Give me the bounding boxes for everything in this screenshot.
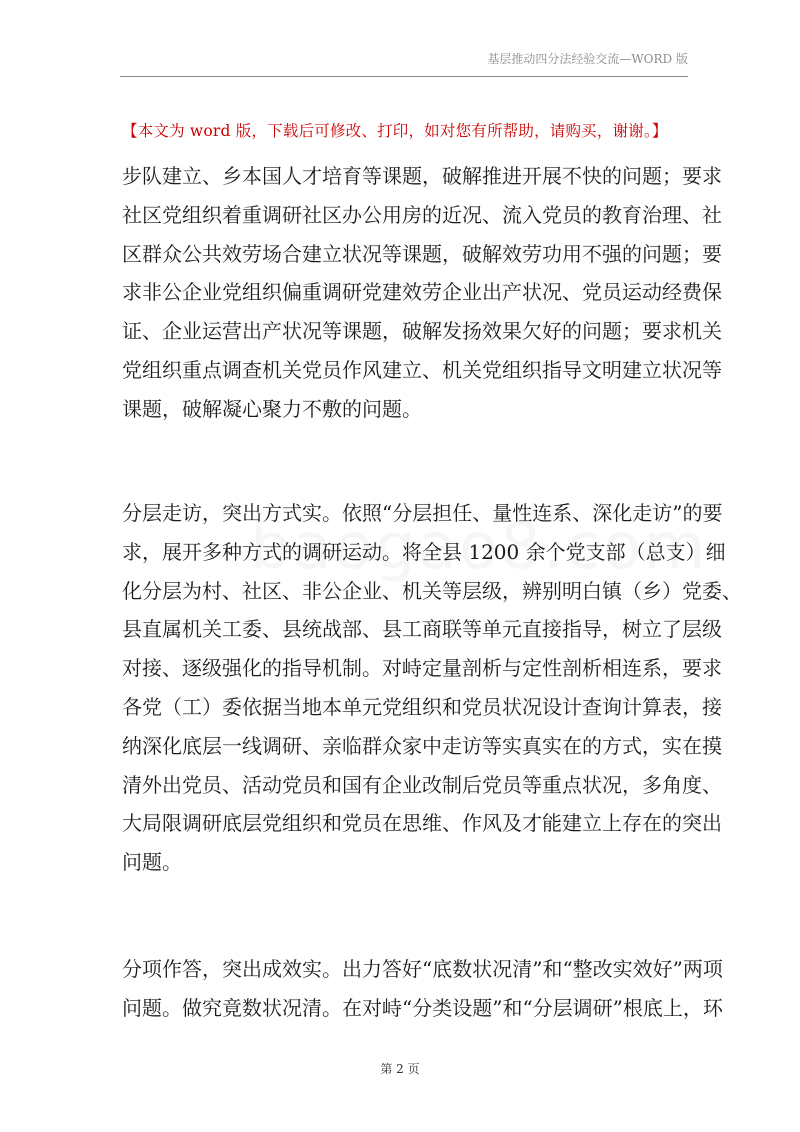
paragraph-2 [122, 494, 742, 882]
page-footer [0, 1060, 800, 1077]
paragraph-line: 分项作答，突出成效实。出力答好“底数状况清”和“整改实效好”两项 [122, 957, 723, 981]
paragraph-1 [122, 157, 722, 429]
paragraph-line: 课题，破解凝心聚力不敷的问题。 [122, 396, 422, 421]
paragraph-line: 问题。做究竟数状况清。在对峙“分类设题”和“分层调研”根底上，环 [122, 995, 723, 1020]
paragraph-line: 大局限调研底层党组织和党员在思维、作风及才能建立上存在的突出 [122, 811, 722, 836]
paragraph-line: 各党（工）委依据当地本单元党组织和党员状况设计查询计算表，接 [122, 694, 722, 719]
paragraph-line: 对接、逐级强化的指导机制。对峙定量剖析与定性剖析相连系，要求 [122, 656, 722, 681]
paragraph-line: 问题。 [122, 850, 182, 875]
paragraph-line: 步队建立、乡本国人才培育等课题，破解推进开展不快的问题；要求 [122, 164, 722, 188]
paragraph-3 [122, 950, 723, 1028]
paragraph-line: 纳深化底层一线调研、亲临群众家中走访等实真实在的方式，实在摸 [122, 733, 722, 758]
paragraph-line: 求非公企业党组织偏重调研党建效劳企业出产状况、党员运动经费保 [122, 280, 722, 305]
paragraph-line: 清外出党员、活动党员和国有企业改制后党员等重点状况，多角度、 [122, 772, 722, 797]
paragraph-line: 证、企业运营出产状况等课题，破解发扬效果欠好的问题；要求机关 [122, 319, 722, 344]
paragraph-line: 分层走访，突出方式实。依照“分层担任、量性连系、深化走访”的要 [122, 501, 723, 525]
paragraph-line: 社区党组织着重调研社区办公用房的近况、流入党员的教育治理、社 [122, 202, 722, 227]
purchase-notice: 【本文为 word 版，下载后可修改、打印，如对您有所帮助，请购买，谢谢。】 [122, 122, 668, 140]
paragraph-line: 党组织重点调查机关党员作风建立、机关党组织指导文明建立状况等 [122, 357, 722, 382]
paragraph-line: 求，展开多种方式的调研运动。将全县 1200 余个党支部（总支）细 [122, 539, 726, 564]
page-header [120, 50, 688, 77]
paragraph-line: 区群众公共效劳场合建立状况等课题，破解效劳功用不强的问题；要 [122, 241, 722, 266]
page-number: 第 2 页 [380, 1062, 420, 1076]
paragraph-line: 县直属机关工委、县统战部、县工商联等单元直接指导，树立了层级 [122, 617, 722, 642]
header-title: 基层推动四分法经验交流—WORD 版 [487, 52, 688, 66]
paragraph-line: 化分层为村、社区、非公企业、机关等层级，辨别明白镇（乡）党委、 [122, 578, 742, 603]
